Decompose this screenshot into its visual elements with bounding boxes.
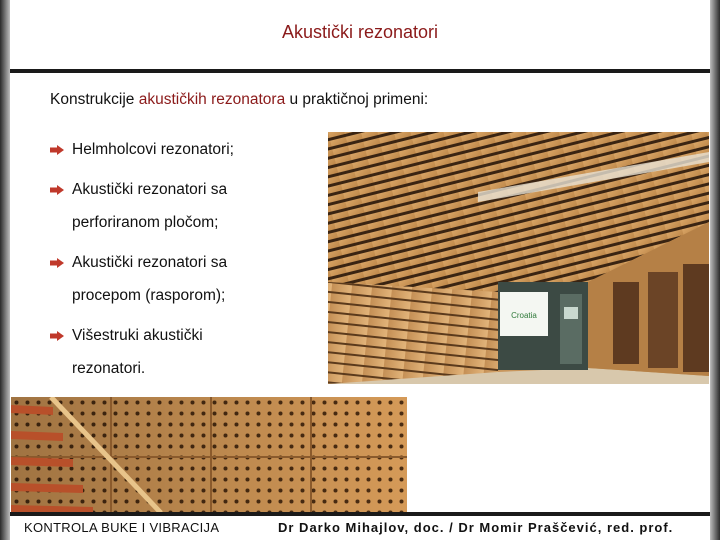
bullet-text-line2: procepom (rasporom);: [72, 287, 226, 304]
subtitle-suffix: u praktičnoj primeni:: [285, 91, 429, 108]
slide-subtitle: [50, 91, 428, 109]
right-frame-border: [710, 0, 720, 540]
bullet-text-line1: Helmholcovi rezonatori;: [72, 141, 234, 158]
bullet-text-line1: Akustički rezonatori sa: [72, 254, 228, 271]
footer-course-title: KONTROLA BUKE I VIBRACIJA: [24, 520, 220, 535]
slide-title: Akustički rezonatori: [281, 22, 439, 42]
footer-divider: [10, 512, 710, 516]
subtitle-prefix: Konstrukcije: [50, 91, 139, 108]
stairs-perforated-panel-photo: [11, 397, 407, 513]
bullet-arrow-icon: [50, 145, 64, 155]
bullet-text-line2: rezonatori.: [72, 360, 146, 377]
bullet-arrow-icon: [50, 331, 64, 341]
bullet-item: [50, 319, 330, 385]
left-frame-border: [0, 0, 10, 540]
bullet-item: [50, 133, 330, 166]
footer-authors: Dr Darko Mihajlov, doc. / Dr Momir Praščević, red. prof.: [278, 520, 674, 535]
bullet-list: [50, 133, 330, 385]
corridor-sign-logo: Croatia: [511, 311, 537, 320]
title-divider: [10, 69, 710, 73]
corridor-slatted-ceiling-photo: [328, 132, 709, 384]
bullet-item: [50, 173, 330, 239]
bullet-text-line2: perforiranom pločom;: [72, 214, 219, 231]
bullet-text-line1: Višestruki akustički: [72, 327, 203, 344]
bullet-item: [50, 246, 330, 312]
bullet-arrow-icon: [50, 185, 64, 195]
subtitle-highlight: akustičkih rezonatora: [138, 91, 286, 108]
bullet-text-line1: Akustički rezonatori sa: [72, 181, 228, 198]
bullet-arrow-icon: [50, 258, 64, 268]
